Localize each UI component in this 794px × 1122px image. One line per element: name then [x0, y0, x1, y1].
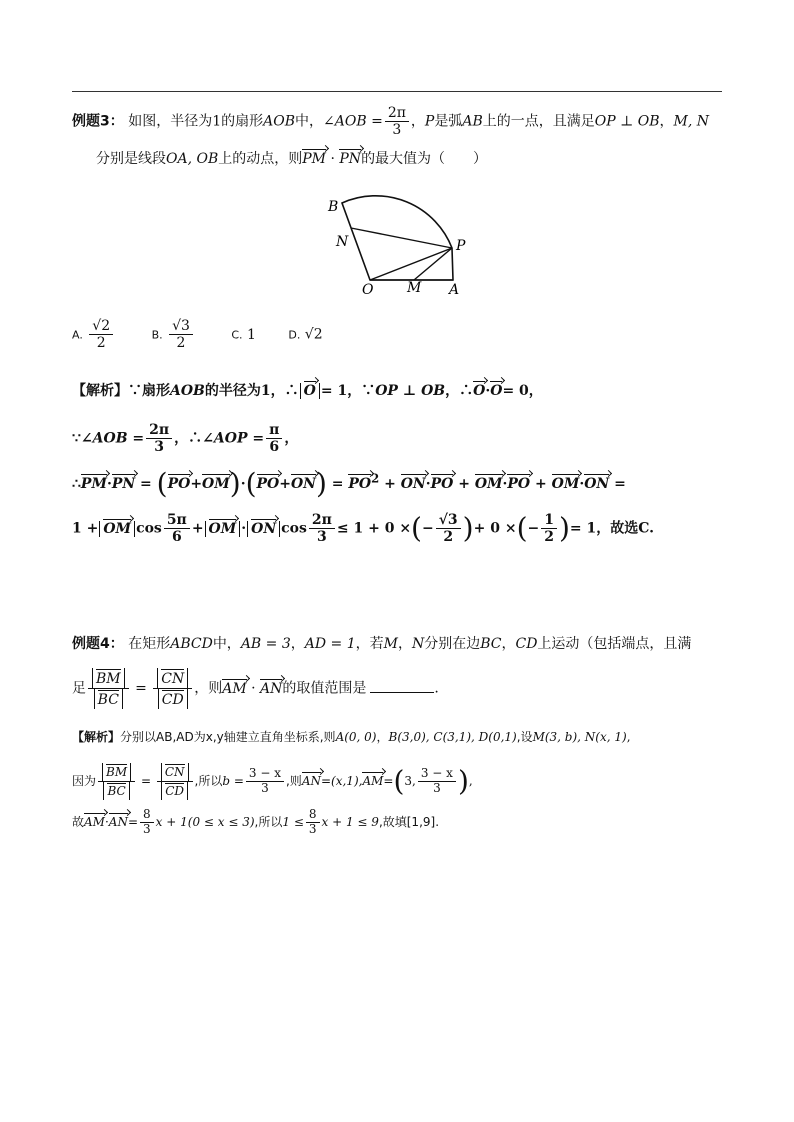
- ex4-line1: [72, 637, 691, 651]
- point-p: P: [424, 113, 435, 130]
- frac-num: 3 − x: [418, 767, 456, 782]
- ex4-text: ，若: [355, 636, 384, 652]
- frac-3mx-3: [246, 767, 284, 796]
- ex4-text: 中，: [212, 636, 241, 652]
- option-a-label: A.: [72, 328, 83, 342]
- option-d-label: D.: [288, 328, 301, 342]
- abs-op: [300, 383, 320, 399]
- vec-ob: O: [490, 383, 503, 399]
- ineq-right: x + 1 ≤ 9: [321, 814, 379, 829]
- frac-den: 6: [269, 439, 280, 456]
- edge-bc: BC: [480, 636, 502, 652]
- ex3-text: ，: [659, 113, 674, 130]
- frac-num: 3 − x: [246, 767, 284, 782]
- frac-den: 2: [443, 529, 454, 546]
- am-eq: =: [383, 773, 394, 788]
- sol-text: 分别以AB,AD为x,y轴建立直角坐标系,则: [120, 730, 336, 744]
- solution-label: 【解析】: [72, 730, 121, 744]
- frac-cn-cd: $\frac{CN}{CD}$: [157, 763, 193, 800]
- option-d-value: √2: [304, 326, 323, 343]
- ex4-text: ，: [501, 636, 516, 652]
- label-m: M: [407, 280, 422, 296]
- vector-an: AN: [108, 814, 128, 829]
- frac-num: 1: [541, 512, 557, 529]
- frac-2pi-3: [309, 512, 335, 545]
- sol-text: ,所以: [194, 773, 223, 788]
- sol-text: = 1，∵: [320, 383, 376, 399]
- ex3-text: 是弧: [434, 113, 463, 130]
- ex3-label: 例题3：: [72, 113, 124, 130]
- domain: (0 ≤ x ≤ 3): [187, 814, 255, 829]
- ex3-options: [72, 318, 323, 351]
- segment-np: [351, 228, 452, 248]
- option-c-value: 1: [246, 326, 256, 343]
- ex4-text: .: [434, 680, 439, 697]
- ex4-text: 足: [72, 680, 86, 697]
- ex3-sol-line1: 【解析】∵扇形AOB的半径为1，∴ O = 1，∵OP ⊥ OB，∴O·O= 0，: [72, 383, 543, 399]
- point-m: M: [383, 636, 398, 652]
- label-a: A: [449, 282, 460, 298]
- ex4-text: ，则: [194, 680, 223, 697]
- frac-den: 3: [143, 821, 151, 836]
- frac-8-3: [140, 808, 154, 837]
- sol-text: 故: [72, 814, 85, 829]
- label-b: B: [328, 199, 339, 215]
- ineq-left: 1 ≤: [282, 814, 304, 829]
- vector-am: AM: [362, 773, 384, 788]
- frac-den: 2: [176, 335, 186, 352]
- ex3-sol-line3: ∴PM·PN = $(PO+OM)\cdot(PO+ON) = PO^2 + ON\cdot PO + OM\cdot PO + OM\cdot ON$ =: [72, 467, 626, 500]
- sector-name: AOB: [170, 383, 205, 399]
- label-p: P: [456, 238, 466, 254]
- frac-den: 2: [96, 335, 106, 352]
- frac-1-2: [541, 512, 557, 545]
- ex4-text: ，: [397, 636, 412, 652]
- ex3-line2: 分别是线段OA, OB上的动点，则PM · PN的最大值为（ ）: [96, 151, 488, 167]
- ex3-text: 分别是线段: [96, 151, 166, 167]
- points-bcd-coords: B(3,0), C(3,1), D(0,1): [388, 730, 517, 744]
- frac-den: 3: [308, 821, 317, 836]
- cos: cos: [281, 520, 307, 537]
- ex4-text: 上运动（包括端点，且满: [537, 636, 692, 652]
- points-mn: M, N: [673, 113, 709, 130]
- sol-text: = 1，故选C.: [569, 520, 655, 537]
- arc-ab: AB: [462, 113, 483, 130]
- sol-text: 1 +: [72, 520, 99, 537]
- am-x: 3,: [404, 773, 416, 788]
- ad-eq: AD = 1: [304, 636, 356, 652]
- frac-den: 6: [171, 529, 182, 546]
- point-n: N: [411, 636, 425, 652]
- ex3-text: ，: [410, 113, 425, 130]
- ab-eq: AB = 3: [240, 636, 291, 652]
- sol-text: ，: [376, 730, 389, 744]
- option-b-value: [169, 318, 193, 351]
- option-c-label: C.: [231, 328, 243, 342]
- frac-pi-6: [266, 422, 282, 455]
- vector-pm: PM: [80, 476, 107, 492]
- sol-text: 的半径为1，∴: [204, 383, 299, 399]
- ex3-text: 的最大值为（ ）: [361, 151, 488, 167]
- angle-aob: ∠AOB =: [80, 430, 145, 447]
- vector-pm: PM: [302, 151, 327, 167]
- frac-sqrt3-2: [436, 512, 461, 545]
- sol-text: ,所以: [254, 814, 283, 829]
- sol-text: ≤ 1 + 0 ×: [336, 520, 412, 537]
- ex3-text: 上的动点，则: [218, 151, 303, 167]
- sol-text: ,: [468, 773, 473, 788]
- frac-2pi-3: [385, 105, 409, 138]
- sol-text: ∵: [72, 430, 81, 447]
- an-eq: =(x,1),: [320, 773, 363, 788]
- sol-text: ,故填[1,9].: [378, 814, 440, 829]
- ex3-text: 中，: [295, 113, 324, 130]
- minus: −: [421, 520, 434, 537]
- sol-text: = 0，: [502, 383, 543, 399]
- sector-name: AOB: [263, 113, 296, 130]
- ex4-sol-line3: 故AM·AN= $\frac{8}{3}$ x + 1(0 ≤ x ≤ 3),所以1 ≤ $\frac{8}{3}$ x + 1 ≤ 9,故填[1,9].: [72, 807, 440, 836]
- vector-an: AN: [260, 680, 283, 697]
- frac-num: 8: [140, 808, 154, 823]
- frac-num: 8: [306, 808, 320, 823]
- sol-text: ,: [626, 730, 631, 744]
- frac-den: 3: [392, 122, 402, 139]
- angle-aob: ∠AOB =: [323, 113, 383, 130]
- ex4-text: 在矩形: [128, 636, 171, 652]
- b-eq: b =: [222, 773, 244, 788]
- sol-text: ,设: [516, 730, 533, 744]
- ex3-sol-line2: ∵∠AOB = $\frac{2\pi}{3}$ ，∴∠AOP = $\frac{\pi}{6}$ ，: [72, 422, 299, 456]
- sol-text: 因为: [72, 773, 97, 788]
- vector-pn: PN: [111, 476, 136, 492]
- sol-text: ,则: [285, 773, 302, 788]
- segment-op: [370, 248, 452, 280]
- frac-num: √2: [89, 318, 113, 335]
- frac-num: 2π: [385, 105, 409, 122]
- sol-text: ∴: [72, 476, 81, 492]
- frac-num: √3: [436, 512, 461, 529]
- sol-text: ，∴: [445, 383, 474, 399]
- ex4-line2: 足 $\frac{BM}{BC}$ = $\frac{CN}{CD}$ ，则AM · AN的取值范围是 .: [72, 668, 439, 709]
- ex3-line1: [72, 105, 709, 138]
- frac-num: π: [266, 422, 282, 439]
- solution-label: 【解析】: [72, 383, 128, 399]
- sol-text: + 0 ×: [473, 520, 517, 537]
- point-a-coords: A(0, 0): [335, 730, 377, 744]
- op-perp-ob: OP ⊥ OB: [594, 113, 660, 130]
- frac-8-3: [306, 808, 320, 837]
- points-mn-coords: M(3, b), N(x, 1): [532, 730, 627, 744]
- vector-am: AM: [222, 680, 247, 697]
- op-perp-ob: OP ⊥ OB: [375, 383, 446, 399]
- ex3-sol-line4: 1 + OM cos $\frac{5\pi}{6}$ + OM · ON cos $\frac{2\pi}{3}$ ≤ 1 + 0 ×(− $\frac{√3}{2}$ )+ 0 ×(− $\frac{1}{2}$ )= 1，故选C.: [72, 511, 655, 546]
- frac-den: 3: [261, 780, 269, 795]
- vector-pn: PN: [339, 151, 362, 167]
- label-o: O: [362, 282, 374, 298]
- ex4-text: ，: [290, 636, 305, 652]
- ex4-label: 例题4：: [72, 636, 124, 652]
- sector-figure: [322, 188, 472, 298]
- answer-blank[interactable]: [370, 692, 434, 693]
- frac-den: 2: [544, 529, 554, 546]
- frac-2pi-3: [146, 422, 172, 455]
- frac-cn-cd: $\frac{CN}{CD}$: [153, 668, 192, 709]
- option-a-value: [89, 318, 113, 351]
- frac-den: 3: [154, 439, 165, 456]
- frac-bm-bc: $\frac{BM}{BC}$: [88, 668, 129, 709]
- header-rule: [72, 91, 722, 92]
- frac-num: 2π: [309, 512, 335, 529]
- minus: −: [527, 520, 540, 537]
- vector-an: AN: [301, 773, 321, 788]
- frac-num: 2π: [146, 422, 172, 439]
- vec-op: O: [473, 383, 486, 399]
- ex4-text: 的取值范围是: [282, 680, 367, 697]
- frac-5pi-6: [164, 512, 190, 545]
- frac-num: √3: [169, 318, 193, 335]
- frac-den: 3: [433, 780, 441, 795]
- edge-cd: CD: [515, 636, 538, 652]
- ex4-sol-line1: [72, 731, 631, 743]
- segments-oa-ob: OA, OB: [166, 151, 219, 167]
- rect-abcd: ABCD: [170, 636, 213, 652]
- eq: =: [127, 814, 139, 829]
- ex3-text: 如图，半径为1的扇形: [128, 113, 264, 130]
- ex4-sol-line2: 因为 $\frac{BM}{BC}$ = $\frac{CN}{CD}$ ,所以b = $\frac{3 - x}{3}$ ,则AN=(x,1),AM=(3, $\frac{3 - x}{3}$ ),: [72, 764, 473, 798]
- cos: cos: [136, 520, 162, 537]
- frac-den: 3: [317, 529, 327, 546]
- sol-text: ∵扇形: [128, 383, 170, 399]
- ex4-text: 分别在边: [424, 636, 481, 652]
- frac-3mx-3: [418, 767, 456, 796]
- ex3-text: 上的一点，且满足: [482, 113, 595, 130]
- frac-num: 5π: [164, 512, 190, 529]
- option-b-label: B.: [151, 328, 163, 342]
- expr: x + 1: [155, 814, 188, 829]
- label-n: N: [336, 234, 349, 250]
- vector-am: AM: [84, 814, 105, 829]
- vec-o: O: [303, 383, 316, 399]
- sol-text: =: [140, 476, 152, 492]
- segment-mp: [414, 248, 452, 280]
- sol-text: ，∴: [174, 430, 203, 447]
- frac-bm-bc: $\frac{BM}{BC}$: [98, 763, 135, 800]
